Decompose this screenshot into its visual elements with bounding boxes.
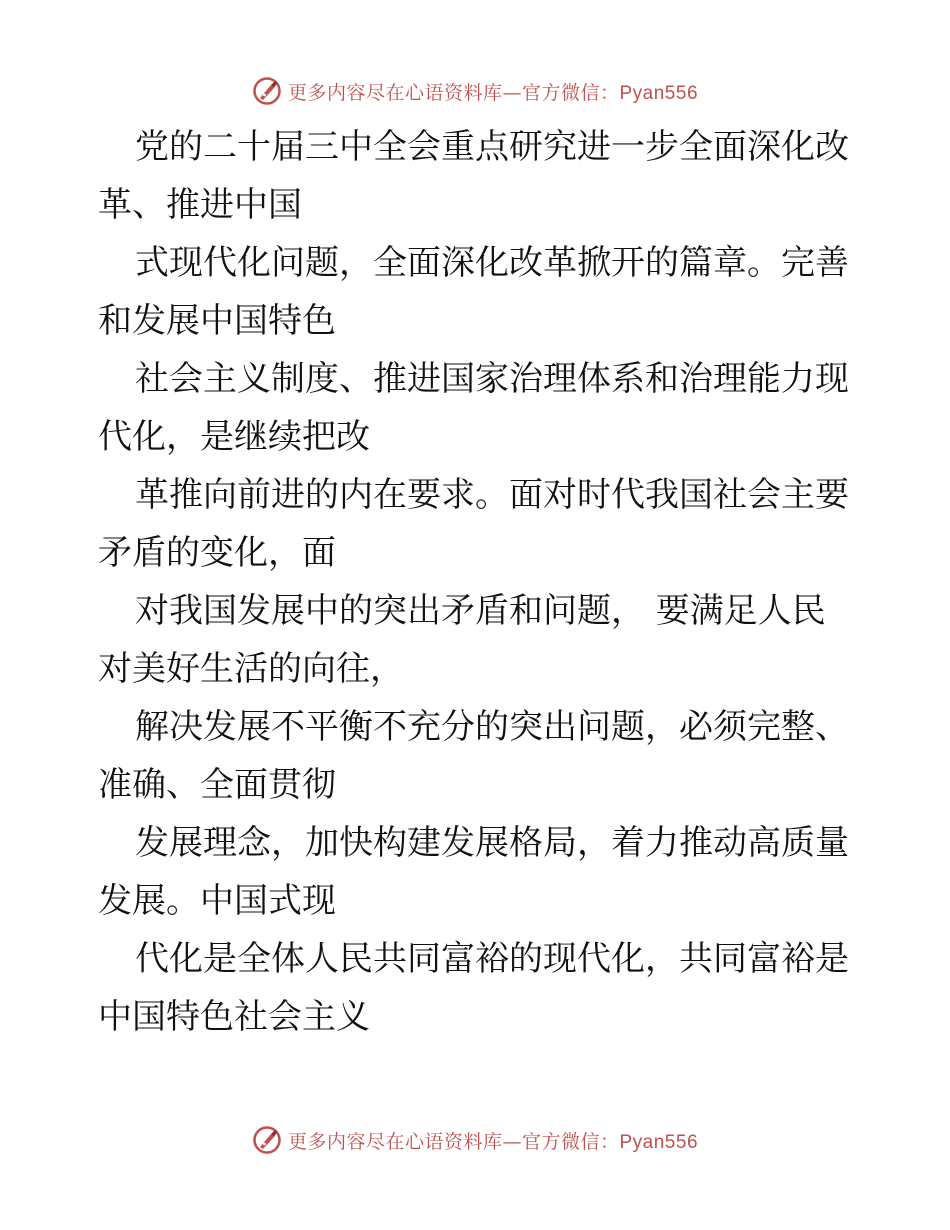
paragraph-line: 代化，是继续把改 <box>98 417 370 457</box>
paragraph-line: 对美好生活的向往， <box>98 649 404 689</box>
paragraph-line: 矛盾的变化，面 <box>98 533 336 573</box>
paragraph-7 <box>0 814 950 930</box>
footer-banner-text <box>288 1127 698 1154</box>
paragraph-line: 准确、全面贯彻 <box>98 765 336 805</box>
footer-banner-label: 更多内容尽在心语资料库—官方微信： <box>287 1130 620 1153</box>
paragraph-line: 发展。中国式现 <box>98 881 336 921</box>
paragraph-line: 革推向前进的内在要求。面对时代我国社会主要 <box>135 475 849 515</box>
paragraph-8 <box>0 930 950 1046</box>
paragraph-line: 社会主义制度、推进国家治理体系和治理能力现 <box>135 359 849 399</box>
footer-banner <box>0 1122 950 1158</box>
pen-nib-circle-icon <box>252 1125 282 1155</box>
body-content <box>0 118 950 1046</box>
footer-wechat-id: Pyan556 <box>619 1131 699 1153</box>
paragraph-2 <box>0 234 950 350</box>
header-wechat-id: Pyan556 <box>619 82 699 104</box>
paragraph-line: 式现代化问题，全面深化改革掀开的篇章。完善 <box>135 243 849 283</box>
paragraph-line: 对我国发展中的突出矛盾和问题， 要满足人民 <box>135 591 826 631</box>
paragraph-1 <box>0 118 950 234</box>
paragraph-5 <box>0 582 950 698</box>
paragraph-4 <box>0 466 950 582</box>
paragraph-line: 党的二十届三中全会重点研究进一步全面深化改 <box>135 127 849 167</box>
paragraph-line: 代化是全体人民共同富裕的现代化，共同富裕是 <box>135 939 849 979</box>
paragraph-line: 和发展中国特色 <box>98 301 336 341</box>
paragraph-3 <box>0 350 950 466</box>
paragraph-line: 发展理念，加快构建发展格局，着力推动高质量 <box>135 823 849 863</box>
paragraph-6 <box>0 698 950 814</box>
header-banner-label: 更多内容尽在心语资料库—官方微信： <box>287 81 620 104</box>
header-banner <box>0 73 950 109</box>
header-banner-text <box>288 78 698 105</box>
paragraph-line: 中国特色社会主义 <box>98 997 370 1037</box>
paragraph-line: 解决发展不平衡不充分的突出问题，必须完整、 <box>135 707 849 747</box>
paragraph-line: 革、推进中国 <box>98 185 302 225</box>
pen-nib-circle-icon <box>252 76 282 106</box>
